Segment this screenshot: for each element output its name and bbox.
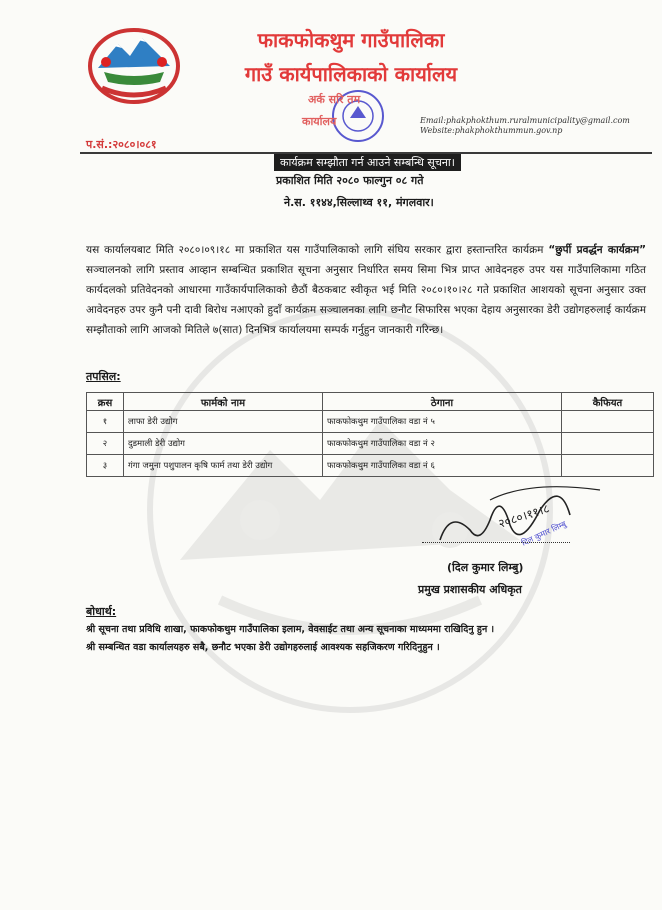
- body-text-part2: सञ्चालनको लागि प्रस्ताव आव्हान सम्बन्धित प्रकाशित सूचना अनुसार निर्धारित समय सिमा भित्र प्राप्त आवेदनहरु उपर यस गाउँपालिकामा गठित कार्यदलको प्रतिवेदनको आधारमा गाउँकार्यपालिकाको छैठौं बैठकबाट स्वीकृत भई मिति २०८०।१०।२८ गते प्रकाशित आशयको सूचना अनुसार उक्त आवेदनहरु उपर कुनै पनी दावी बिरोध नआएको हुदाँ कार्यक्रम सञ्चालनका लागि छनौट सिफारिस भएका देहाय अनुसारका डेरी उद्योगहरुलाई कार्यक्रम सम्झौताको लागि आजको मितिले ७(सात) दिनभित्र कार्यालयमा सम्पर्क गर्नुहुन जानकारी गरिन्छ।: [86, 264, 646, 336]
- signer-name: (दिल कुमार लिम्बु): [447, 561, 524, 574]
- column-header-remarks: कैफियत: [562, 393, 654, 411]
- cc-label: बोधार्थ:: [86, 605, 117, 618]
- column-header-address: ठेगाना: [323, 393, 562, 411]
- details-label: तपसिल:: [86, 370, 121, 383]
- row-sn: २: [87, 433, 124, 455]
- notice-title: कार्यक्रम सम्झौता गर्न आउने सम्बन्धि सूचना।: [274, 154, 461, 171]
- row-farm-name: लाफा डेरी उद्योग: [124, 411, 323, 433]
- notice-body: [86, 240, 646, 340]
- signature-date: २०८०।११।८: [496, 501, 552, 531]
- row-remarks: [562, 433, 654, 455]
- row-sn: १: [87, 411, 124, 433]
- reference-number: प.सं.:२०८०।०८१: [86, 138, 157, 151]
- table-row: [87, 433, 654, 455]
- row-sn: ३: [87, 455, 124, 477]
- signer-title: प्रमुख प्रशासकीय अधिकृत: [418, 583, 522, 596]
- row-farm-name: गंगा जमुना पशुपालन कृषि फार्म तथा डेरी उद्योग: [124, 455, 323, 477]
- stamp-text-bottom: कार्यालय: [302, 115, 337, 128]
- body-text-part1: यस कार्यालयबाट मिति २०८०।०९।१८ मा प्रकाशित यस गाउँपालिकाको लागि संघिय सरकार द्वारा हस्तान्तरित कार्यक्रम: [86, 244, 544, 256]
- nepal-sambat-date: ने.स. ११४४,सिल्लाथ्व ११, मंगलवार।: [284, 196, 434, 209]
- office-title: फाकफोकथुम गाउँपालिका: [257, 28, 445, 52]
- published-date: प्रकाशित मिति २०८० फाल्गुन ०८ गते: [276, 174, 424, 187]
- signature-line: [422, 542, 570, 543]
- row-address: फाकफोकथुम गाउँपालिका वडा नं २: [323, 433, 562, 455]
- stamp-text-top: अर्क सरि तम: [308, 93, 361, 106]
- column-header-sn: क्रस: [87, 393, 124, 411]
- office-stamp: [296, 88, 420, 144]
- row-address: फाकफोकथुम गाउँपालिका वडा नं ५: [323, 411, 562, 433]
- row-address: फाकफोकथुम गाउँपालिका वडा नं ६: [323, 455, 562, 477]
- cc-line: श्री सम्बन्धित वडा कार्यालयहरु सबै, छनौट भएका डेरी उद्योगहरुलाई आवश्यक सहजिकरण गरिदिनुहुन ।: [86, 642, 440, 653]
- farm-table: [86, 392, 654, 477]
- email-text: Email:phakphokthum.ruralmunicipality@gmail.com: [420, 116, 630, 125]
- table-row: [87, 411, 654, 433]
- contact-info: [420, 116, 630, 136]
- handwritten-signature: [430, 470, 610, 560]
- row-farm-name: दुडमाली डेरी उद्योग: [124, 433, 323, 455]
- office-subtitle: गाउँ कार्यपालिकाको कार्यालय: [244, 62, 458, 86]
- signature-stamp: दिल कुमार लिम्बु: [520, 519, 568, 548]
- row-remarks: [562, 411, 654, 433]
- program-name: “छुर्पी प्रवर्द्धन कार्यक्रम”: [548, 244, 646, 256]
- column-header-farm-name: फार्मको नाम: [124, 393, 323, 411]
- website-text: Website:phakphokthummun.gov.np: [420, 126, 563, 135]
- table-header-row: [87, 393, 654, 411]
- cc-line: श्री सूचना तथा प्रविधि शाखा, फाकफोकथुम गाउँपालिका इलाम, वेवसाईट तथा अन्य सूचनाका माध्यममा राखिदिनु हुन ।: [86, 624, 495, 635]
